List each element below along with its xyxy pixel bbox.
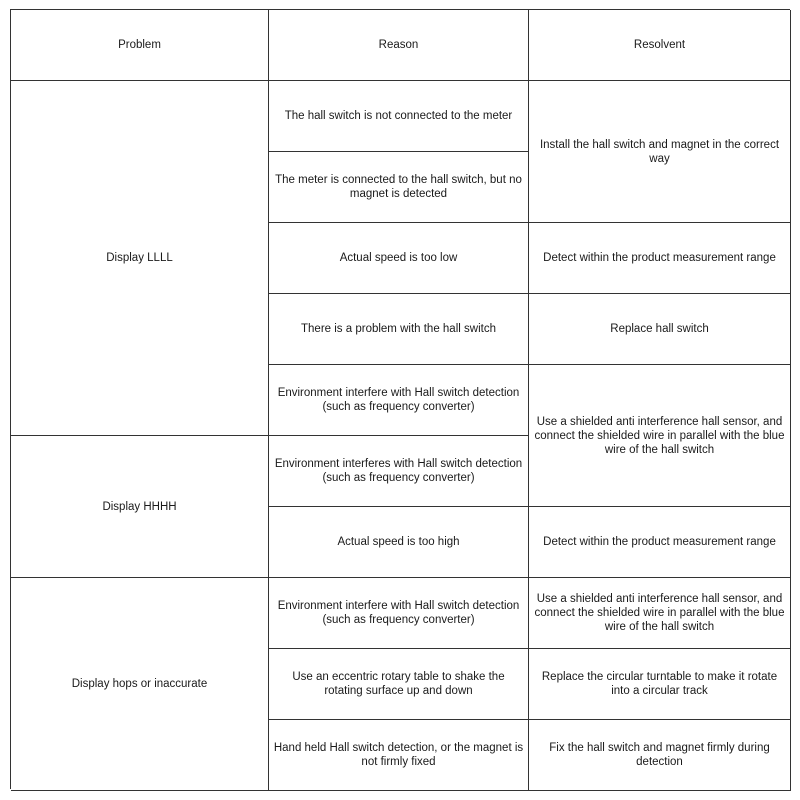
reason-cell: Actual speed is too low bbox=[269, 223, 529, 294]
resolvent-cell: Detect within the product measurement range bbox=[529, 507, 791, 578]
reason-cell: Environment interferes with Hall switch detection (such as frequency converter) bbox=[269, 436, 529, 507]
header-resolvent: Resolvent bbox=[529, 10, 791, 81]
resolvent-cell: Install the hall switch and magnet in the correct way bbox=[529, 81, 791, 223]
resolvent-cell: Replace the circular turntable to make it rotate into a circular track bbox=[529, 649, 791, 720]
reason-cell: Use an eccentric rotary table to shake the rotating surface up and down bbox=[269, 649, 529, 720]
problem-cell: Display HHHH bbox=[11, 436, 269, 578]
reason-cell: Hand held Hall switch detection, or the magnet is not firmly fixed bbox=[269, 720, 529, 791]
resolvent-cell: Fix the hall switch and magnet firmly during detection bbox=[529, 720, 791, 791]
resolvent-cell: Use a shielded anti interference hall sensor, and connect the shielded wire in parallel with the blue wire of the hall switch bbox=[529, 578, 791, 649]
resolvent-cell: Detect within the product measurement range bbox=[529, 223, 791, 294]
header-reason: Reason bbox=[269, 10, 529, 81]
reason-cell: The meter is connected to the hall switch, but no magnet is detected bbox=[269, 152, 529, 223]
troubleshooting-table bbox=[10, 9, 790, 789]
reason-cell: The hall switch is not connected to the meter bbox=[269, 81, 529, 152]
reason-cell: Environment interfere with Hall switch detection (such as frequency converter) bbox=[269, 365, 529, 436]
reason-cell: There is a problem with the hall switch bbox=[269, 294, 529, 365]
problem-cell: Display LLLL bbox=[11, 81, 269, 436]
reason-cell: Actual speed is too high bbox=[269, 507, 529, 578]
header-problem: Problem bbox=[11, 10, 269, 81]
resolvent-cell: Replace hall switch bbox=[529, 294, 791, 365]
reason-cell: Environment interfere with Hall switch detection (such as frequency converter) bbox=[269, 578, 529, 649]
resolvent-cell: Use a shielded anti interference hall sensor, and connect the shielded wire in parallel with the blue wire of the hall switch bbox=[529, 365, 791, 507]
problem-cell: Display hops or inaccurate bbox=[11, 578, 269, 791]
